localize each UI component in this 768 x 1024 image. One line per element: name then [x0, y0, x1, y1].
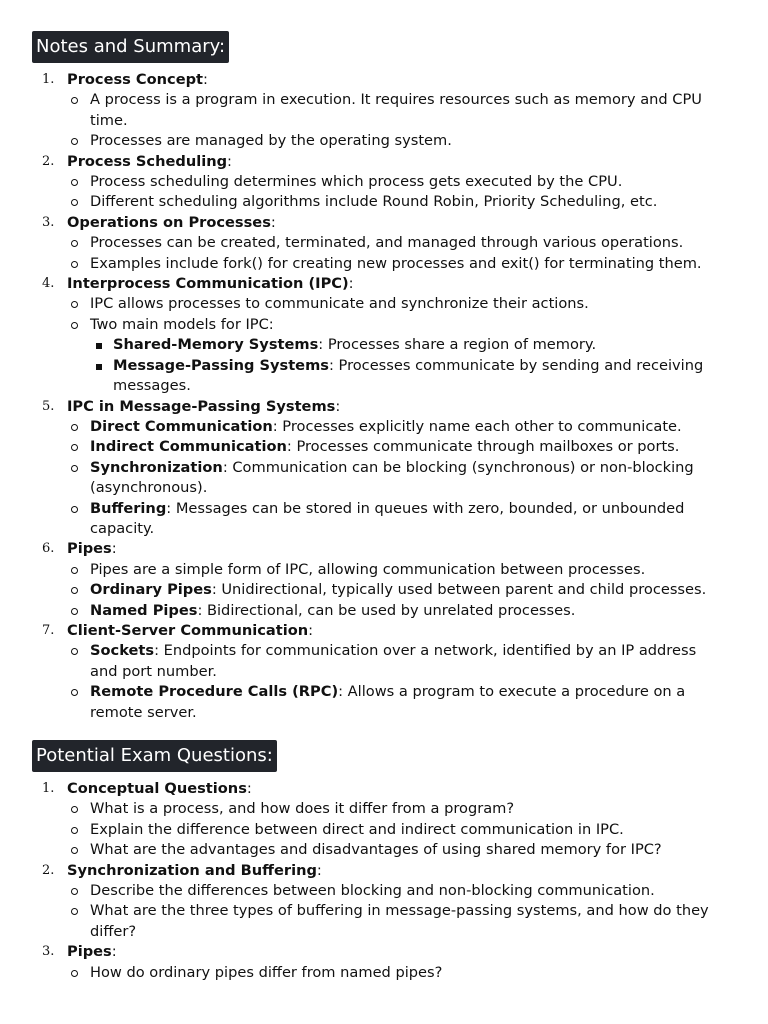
circle-bullet-icon [71, 648, 78, 655]
item-title-colon: : [335, 397, 341, 415]
item-number: 3. [42, 214, 55, 230]
sub-list [67, 417, 724, 539]
item-title-colon: : [227, 152, 232, 170]
circle-bullet-icon [71, 424, 78, 431]
square-bullet-icon [96, 343, 102, 349]
circle-bullet-icon [71, 240, 78, 247]
sub-item-term: Message-Passing Systems [113, 356, 329, 374]
circle-bullet-icon [71, 567, 78, 574]
sub-item-text: What are the three types of buffering in message-passing systems, and how do they differ? [90, 902, 709, 940]
sub-item-term: Direct Communication [90, 417, 273, 435]
sub-item-text: : Bidirectional, can be used by unrelated processes. [197, 601, 576, 619]
sub-list [67, 172, 724, 213]
circle-bullet-icon [71, 199, 78, 206]
sub-item [67, 458, 724, 499]
sub-item-text: : Processes share a region of memory. [318, 336, 597, 354]
item-title-colon: : [111, 943, 117, 961]
sub-item [67, 963, 724, 983]
item-title: Pipes [67, 943, 112, 961]
sub-list [67, 881, 724, 942]
numbered-item [0, 274, 768, 396]
sub-item-term: Ordinary Pipes [90, 581, 212, 599]
sub-item-text: Two main models for IPC: [90, 315, 274, 333]
item-number: 7. [42, 622, 55, 638]
item-title-colon: : [308, 621, 314, 639]
sub-item [67, 881, 724, 901]
sub-item [67, 172, 724, 192]
sub-item-term: Indirect Communication [90, 438, 287, 456]
numbered-item [0, 539, 768, 621]
circle-bullet-icon [71, 138, 78, 145]
item-title-colon: : [203, 71, 208, 88]
item-number: 2. [42, 862, 55, 878]
circle-bullet-icon [71, 465, 78, 472]
item-title: Operations on Processes [67, 213, 271, 231]
sub-item-term: Buffering [90, 499, 167, 517]
sub-item [67, 90, 724, 131]
numbered-list [0, 70, 768, 723]
sub-item-text: What is a process, and how does it differ from a program? [90, 800, 515, 818]
numbered-item [0, 397, 768, 540]
item-title: Conceptual Questions [67, 780, 247, 797]
sub-item [67, 820, 724, 840]
notes-list-container [0, 70, 768, 723]
circle-bullet-icon [71, 689, 78, 696]
item-number: 2. [42, 153, 55, 169]
sub-item-text: Describe the differences between blocking and non-blocking communication. [90, 882, 655, 900]
numbered-item [0, 942, 768, 983]
circle-bullet-icon [71, 806, 78, 813]
sub-item [67, 901, 724, 942]
sub-item-text: Different scheduling algorithms include Round Robin, Priority Scheduling, etc. [90, 193, 658, 211]
nested-list [90, 335, 724, 396]
nested-item [90, 335, 724, 355]
sub-item [67, 580, 724, 600]
sub-item [67, 799, 724, 819]
sub-item-term: Remote Procedure Calls (RPC) [90, 683, 339, 701]
sub-item-text: IPC allows processes to communicate and synchronize their actions. [90, 295, 589, 313]
sub-item [67, 840, 724, 860]
sub-item [67, 641, 724, 682]
item-number: 1. [42, 781, 55, 796]
numbered-item [0, 621, 768, 723]
sub-item-text: : Messages can be stored in queues with zero, bounded, or unbounded capacity. [90, 499, 685, 537]
circle-bullet-icon [71, 261, 78, 268]
sub-item-term: Shared-Memory Systems [113, 336, 319, 354]
circle-bullet-icon [71, 97, 78, 104]
circle-bullet-icon [71, 301, 78, 308]
circle-bullet-icon [71, 888, 78, 895]
exam-list-container [0, 779, 768, 983]
sub-item [67, 682, 724, 723]
notes-heading: Notes and Summary: [32, 31, 229, 63]
sub-item-text: How do ordinary pipes differ from named pipes? [90, 963, 443, 981]
item-number: 1. [42, 72, 55, 87]
sub-item-text: : Processes communicate by sending and receiving messages. [113, 356, 704, 395]
circle-bullet-icon [71, 179, 78, 186]
sub-list [67, 233, 724, 274]
circle-bullet-icon [71, 587, 78, 594]
item-number: 4. [42, 276, 55, 292]
circle-bullet-icon [71, 908, 78, 915]
sub-item [67, 499, 724, 540]
item-title-colon: : [316, 861, 322, 879]
sub-item-text: : Processes communicate through mailboxes or ports. [286, 438, 680, 456]
sub-item-term: Named Pipes [90, 601, 198, 619]
item-title: Pipes [67, 540, 112, 558]
sub-list [67, 560, 724, 621]
sub-item [67, 254, 724, 274]
sub-item [67, 315, 724, 397]
item-number: 3. [42, 944, 55, 960]
sub-item [67, 417, 724, 437]
sub-list [67, 799, 724, 860]
numbered-item [0, 70, 768, 152]
item-number: 5. [42, 398, 55, 414]
nested-item [90, 356, 724, 397]
circle-bullet-icon [71, 444, 78, 451]
sub-item [67, 560, 724, 580]
sub-item-text: : Endpoints for communication over a network, identified by an IP address and port number. [90, 642, 697, 680]
sub-item [67, 437, 724, 457]
numbered-item [0, 861, 768, 943]
sub-item-text: : Unidirectional, typically used between parent and child processes. [211, 581, 707, 599]
square-bullet-icon [96, 364, 102, 370]
sub-list [67, 641, 724, 723]
item-number: 6. [42, 541, 55, 557]
item-title-colon: : [348, 275, 354, 293]
sub-item [67, 131, 724, 151]
sub-item [67, 601, 724, 621]
sub-list [67, 963, 724, 983]
circle-bullet-icon [71, 608, 78, 615]
circle-bullet-icon [71, 322, 78, 329]
numbered-list [0, 779, 768, 983]
sub-item [67, 192, 724, 212]
sub-list [67, 90, 724, 151]
circle-bullet-icon [71, 506, 78, 513]
item-title-colon: : [270, 213, 276, 231]
item-title-colon: : [246, 780, 252, 797]
item-title: Client-Server Communication [67, 621, 309, 639]
sub-item-text: A process is a program in execution. It requires resources such as memory and CPU time. [90, 91, 702, 129]
circle-bullet-icon [71, 847, 78, 854]
circle-bullet-icon [71, 970, 78, 977]
sub-item-text: Processes can be created, terminated, and managed through various operations. [90, 234, 684, 252]
sub-item-text: Processes are managed by the operating system. [90, 132, 452, 150]
item-title: Process Scheduling [67, 152, 228, 170]
sub-item-text: : Allows a program to execute a procedure on a remote server. [90, 683, 686, 721]
circle-bullet-icon [71, 827, 78, 834]
item-title: Interprocess Communication (IPC) [67, 275, 349, 293]
item-title: IPC in Message-Passing Systems [67, 397, 336, 415]
numbered-item [0, 152, 768, 213]
sub-item-text: : Communication can be blocking (synchronous) or non-blocking (asynchronous). [90, 458, 694, 497]
sub-item-term: Sockets [90, 642, 155, 660]
numbered-item [0, 779, 768, 861]
item-title: Synchronization and Buffering [67, 861, 317, 879]
exam-questions-heading: Potential Exam Questions: [32, 740, 277, 772]
item-title: Process Concept [67, 71, 204, 88]
numbered-item [0, 213, 768, 274]
sub-list [67, 294, 724, 396]
sub-item [67, 294, 724, 314]
item-title-colon: : [111, 540, 117, 558]
sub-item [67, 233, 724, 253]
sub-item-term: Synchronization [90, 458, 223, 476]
sub-item-text: : Processes explicitly name each other to communicate. [272, 417, 682, 435]
sub-item-text: Explain the difference between direct and indirect communication in IPC. [90, 820, 624, 838]
sub-item-text: Process scheduling determines which process gets executed by the CPU. [90, 173, 623, 191]
sub-item-text: What are the advantages and disadvantages of using shared memory for IPC? [90, 841, 662, 859]
sub-item-text: Examples include fork() for creating new processes and exit() for terminating them. [90, 254, 702, 272]
sub-item-text: Pipes are a simple form of IPC, allowing communication between processes. [90, 560, 646, 578]
